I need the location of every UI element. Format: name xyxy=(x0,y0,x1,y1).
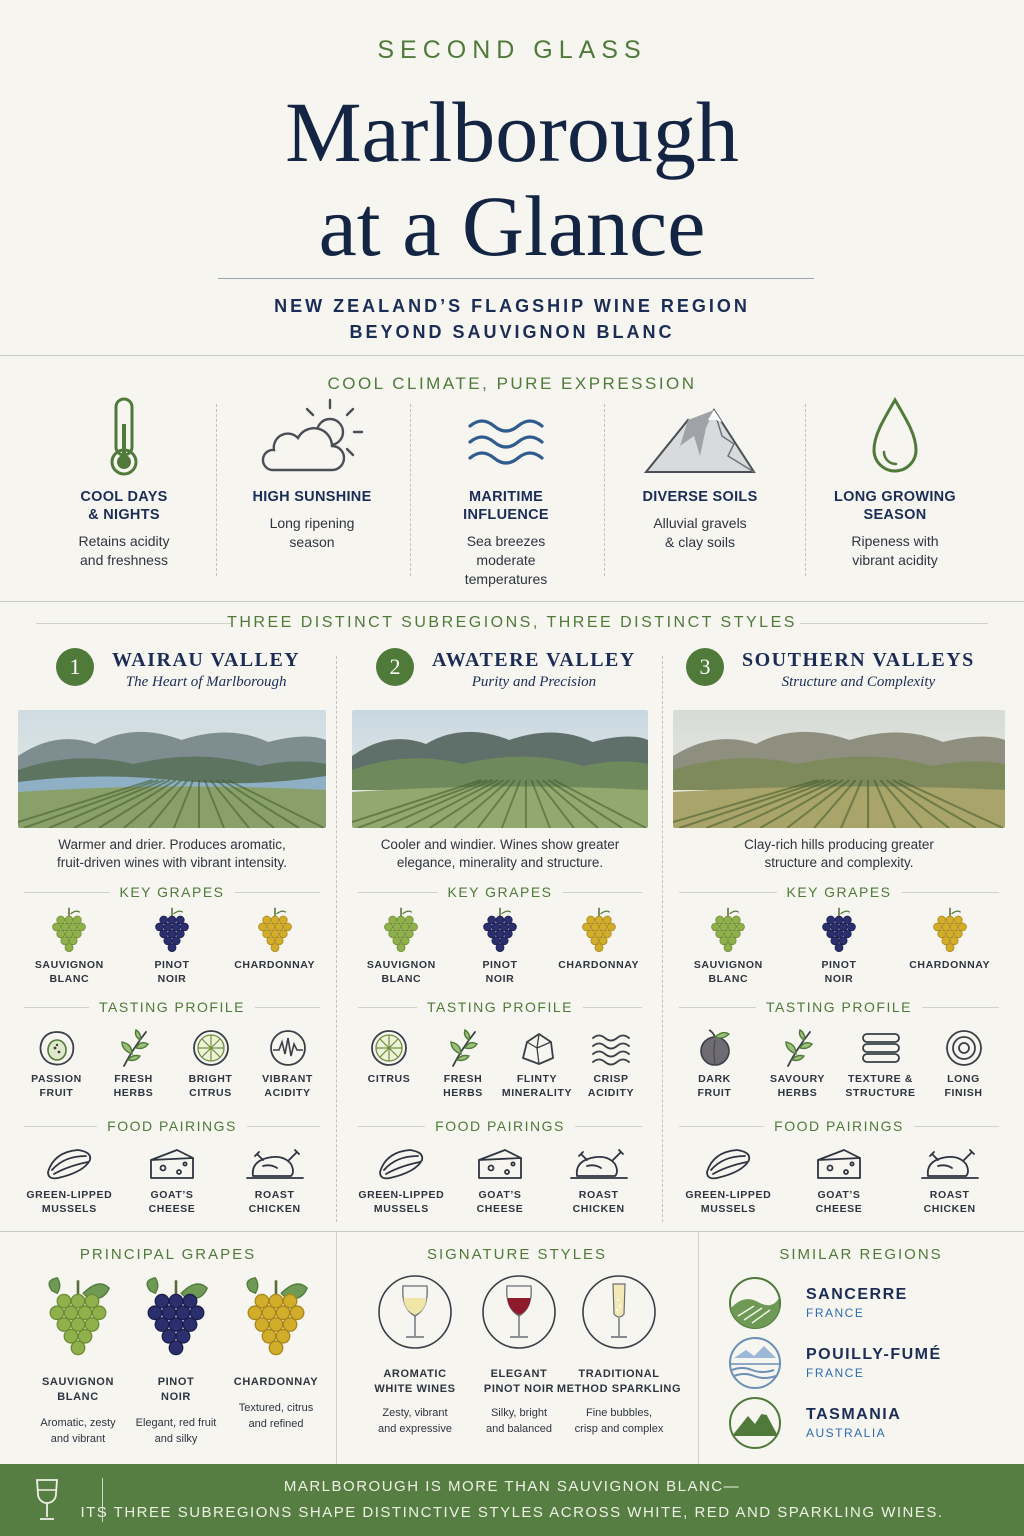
key-grapes-heading: KEY GRAPES xyxy=(679,884,999,900)
tasting-note xyxy=(926,1028,1002,1100)
mussel-icon xyxy=(24,1146,114,1184)
title-divider xyxy=(218,278,814,279)
principal-grape-name: CHARDONNAY xyxy=(233,1376,319,1388)
climate-description: Ripeness with vibrant acidity xyxy=(851,533,939,568)
food-pairing xyxy=(356,1146,446,1216)
acidity-icon xyxy=(250,1028,326,1068)
cheese-icon xyxy=(455,1146,545,1184)
region-name: WAIRAU VALLEY xyxy=(112,649,301,671)
mountain-icon xyxy=(642,396,758,478)
food-pairings-heading: FOOD PAIRINGS xyxy=(679,1118,999,1134)
grape-label: CHARDONNAY xyxy=(558,959,640,971)
key-grapes-row xyxy=(673,906,1005,986)
tasting-note xyxy=(500,1028,574,1100)
river-landscape-icon xyxy=(728,1336,782,1390)
tasting-note-label: PASSION FRUIT xyxy=(31,1073,82,1099)
tasting-profile-row xyxy=(673,1028,1005,1100)
key-grapes-row xyxy=(18,906,326,986)
region-header xyxy=(686,648,975,692)
food-pairing xyxy=(905,1146,995,1216)
food-pairing xyxy=(455,1146,545,1216)
food-pairing xyxy=(683,1146,773,1216)
climate-description: Alluvial gravels & clay soils xyxy=(653,515,747,550)
grape-label: CHARDONNAY xyxy=(909,959,991,971)
food-pairing xyxy=(24,1146,114,1216)
tasting-note xyxy=(173,1028,249,1100)
similar-region-country: FRANCE xyxy=(806,1306,865,1320)
region-divider xyxy=(336,656,337,1222)
tasting-note-label: TEXTURE & STRUCTURE xyxy=(845,1073,916,1099)
food-pairing xyxy=(794,1146,884,1216)
tasting-note-label: CRISP ACIDITY xyxy=(587,1073,635,1099)
footer-banner xyxy=(0,1464,1024,1536)
region-tagline: Purity and Precision xyxy=(471,674,597,690)
wine-glass-icon xyxy=(481,1337,557,1354)
passion-fruit-icon xyxy=(19,1028,95,1068)
region-description: Cooler and windier. Wines show greater elegance, minerality and structure. xyxy=(380,837,620,870)
grape-label: PINOT NOIR xyxy=(482,959,518,985)
region-tagline: Structure and Complexity xyxy=(781,674,936,690)
page-title-line-2: at a Glance xyxy=(318,178,706,274)
grape-cluster-icon xyxy=(683,906,773,954)
region-number-badge: 2 xyxy=(376,648,414,686)
grape-cluster-icon xyxy=(455,906,545,954)
grape-cluster-icon xyxy=(24,906,114,954)
food-pairing-label: ROAST CHICKEN xyxy=(248,1189,301,1215)
signature-style-name: TRADITIONAL METHOD SPARKLING xyxy=(556,1368,682,1395)
herb-icon xyxy=(96,1028,172,1068)
region-number-badge: 1 xyxy=(56,648,94,686)
similar-regions-title: SIMILAR REGIONS xyxy=(779,1246,943,1263)
similar-region-name: POUILLY-FUMÉ xyxy=(806,1346,942,1363)
tasting-note xyxy=(843,1028,919,1100)
climate-item-maritime xyxy=(411,396,601,589)
region-number-badge: 3 xyxy=(686,648,724,686)
tasting-note xyxy=(352,1028,426,1100)
climate-heading: LONG GROWING SEASON xyxy=(833,489,956,523)
similar-region-tasmania xyxy=(728,1396,901,1450)
signature-style-description: Silky, bright and balanced xyxy=(485,1407,553,1435)
region-header xyxy=(376,648,636,692)
vineyard-hill-icon xyxy=(728,1276,782,1330)
grape-item xyxy=(230,906,320,986)
grape-item xyxy=(554,906,644,986)
tasting-note xyxy=(574,1028,648,1100)
region-header xyxy=(56,648,300,692)
grape-cluster-icon xyxy=(794,906,884,954)
plum-icon xyxy=(677,1028,753,1068)
food-pairing-label: GOAT’S CHEESE xyxy=(476,1189,524,1215)
climate-heading: MARITIME INFLUENCE xyxy=(463,489,549,523)
tasting-note-label: DARK FRUIT xyxy=(697,1073,732,1099)
signature-style-description: Zesty, vibrant and expressive xyxy=(378,1407,452,1435)
roast-chicken-icon xyxy=(554,1146,644,1184)
grape-item xyxy=(356,906,446,986)
grape-item xyxy=(905,906,995,986)
climate-item-high-sunshine xyxy=(217,396,407,552)
climate-description: Sea breezes moderate temperatures xyxy=(464,533,548,587)
sun-cloud-icon xyxy=(260,396,364,478)
tasting-profile-row xyxy=(352,1028,648,1100)
principal-grape-description: Elegant, red fruit and silky xyxy=(135,1417,217,1445)
grape-cluster-icon xyxy=(237,1353,315,1370)
food-pairings-heading: FOOD PAIRINGS xyxy=(24,1118,320,1134)
grape-label: PINOT NOIR xyxy=(154,959,190,985)
principal-grape-item xyxy=(226,1270,326,1432)
grape-item xyxy=(24,906,114,986)
food-pairing xyxy=(554,1146,644,1216)
grape-cluster-icon xyxy=(356,906,446,954)
tasting-note-label: VIBRANT ACIDITY xyxy=(262,1073,313,1099)
key-grapes-heading: KEY GRAPES xyxy=(24,884,320,900)
tasting-note-label: FRESH HERBS xyxy=(443,1073,483,1099)
tasting-note-label: LONG FINISH xyxy=(944,1073,983,1099)
food-pairing-label: GOAT’S CHEESE xyxy=(148,1189,196,1215)
stone-icon xyxy=(500,1028,574,1068)
grape-cluster-icon xyxy=(230,906,320,954)
herb-icon xyxy=(426,1028,500,1068)
tasting-note xyxy=(250,1028,326,1100)
mussel-icon xyxy=(356,1146,446,1184)
food-pairings-row xyxy=(673,1146,1005,1216)
climate-section-title: COOL CLIMATE, PURE EXPRESSION xyxy=(327,374,697,393)
grape-label: SAUVIGNON BLANC xyxy=(34,959,104,985)
waves-icon xyxy=(464,396,548,478)
sparkling-glass-icon xyxy=(581,1337,657,1354)
tasting-note xyxy=(426,1028,500,1100)
subtitle-line-1: NEW ZEALAND’S FLAGSHIP WINE REGION xyxy=(274,296,750,316)
climate-item-diverse-soils xyxy=(605,396,795,552)
citrus-icon xyxy=(173,1028,249,1068)
food-pairing xyxy=(127,1146,217,1216)
signature-style-name: ELEGANT PINOT NOIR xyxy=(483,1368,555,1395)
tasting-profile-heading: TASTING PROFILE xyxy=(24,999,320,1015)
region-name: SOUTHERN VALLEYS xyxy=(742,649,975,671)
mountain-lake-icon xyxy=(728,1396,782,1450)
food-pairings-heading: FOOD PAIRINGS xyxy=(358,1118,642,1134)
grape-cluster-icon xyxy=(127,906,217,954)
food-pairing-label: ROAST CHICKEN xyxy=(572,1189,625,1215)
grape-label: CHARDONNAY xyxy=(234,959,316,971)
similar-region-name: TASMANIA xyxy=(806,1406,902,1423)
citrus-icon xyxy=(352,1028,426,1068)
food-pairing-label: GREEN-LIPPED MUSSELS xyxy=(685,1189,772,1215)
page-title-line-1: Marlborough xyxy=(285,84,739,180)
mussel-icon xyxy=(683,1146,773,1184)
header-divider xyxy=(0,355,1024,356)
brand-name: SECOND GLASS xyxy=(377,36,647,64)
principal-grape-description: Aromatic, zesty and vibrant xyxy=(40,1417,116,1445)
layers-icon xyxy=(843,1028,919,1068)
tasting-note-label: CITRUS xyxy=(367,1073,411,1085)
tasting-profile-heading: TASTING PROFILE xyxy=(679,999,999,1015)
signature-style-description: Fine bubbles, crisp and complex xyxy=(574,1407,664,1435)
climate-heading: HIGH SUNSHINE xyxy=(252,489,372,505)
climate-bottom-divider xyxy=(0,601,1024,602)
wine-glass-icon xyxy=(377,1337,453,1354)
food-pairing-label: GOAT’S CHEESE xyxy=(815,1189,863,1215)
food-pairing xyxy=(230,1146,320,1216)
key-grapes-row xyxy=(352,906,648,986)
region-landscape-photo xyxy=(18,710,326,828)
grape-item xyxy=(455,906,545,986)
grape-cluster-icon xyxy=(554,906,644,954)
food-pairing-label: ROAST CHICKEN xyxy=(923,1189,976,1215)
grape-item xyxy=(683,906,773,986)
signature-style-item xyxy=(556,1274,682,1437)
climate-heading: COOL DAYS & NIGHTS xyxy=(80,489,168,523)
subregions-section-title: THREE DISTINCT SUBREGIONS, THREE DISTINCT STYLES xyxy=(227,614,797,631)
region-description: Warmer and drier. Produces aromatic, fruit-driven wines with vibrant intensity. xyxy=(56,837,288,870)
grape-cluster-icon xyxy=(137,1353,215,1370)
signature-style-name: AROMATIC WHITE WINES xyxy=(374,1368,456,1395)
droplet-icon xyxy=(870,396,920,478)
grape-label: PINOT NOIR xyxy=(821,959,857,985)
tasting-note xyxy=(19,1028,95,1100)
waves-icon xyxy=(574,1028,648,1068)
grape-label: SAUVIGNON BLANC xyxy=(693,959,763,985)
grape-cluster-icon xyxy=(905,906,995,954)
grape-label: SAUVIGNON BLANC xyxy=(366,959,436,985)
food-pairing-label: GREEN-LIPPED MUSSELS xyxy=(26,1189,113,1215)
tasting-note xyxy=(96,1028,172,1100)
tasting-note-label: FRESH HERBS xyxy=(113,1073,154,1099)
similar-region-pouilly-fume xyxy=(728,1336,942,1390)
climate-item-cool-days xyxy=(29,396,219,570)
grape-cluster-icon xyxy=(39,1353,117,1370)
climate-description: Retains acidity and freshness xyxy=(78,533,170,568)
region-landscape-photo xyxy=(673,710,1005,828)
region-name: AWATERE VALLEY xyxy=(432,649,636,671)
principal-grape-name: PINOT NOIR xyxy=(157,1376,195,1403)
rings-icon xyxy=(926,1028,1002,1068)
climate-description: Long ripening season xyxy=(269,515,355,550)
tasting-profile-heading: TASTING PROFILE xyxy=(358,999,642,1015)
grape-item xyxy=(794,906,884,986)
tasting-note xyxy=(677,1028,753,1100)
principal-grape-item xyxy=(28,1270,128,1447)
herb-icon xyxy=(760,1028,836,1068)
key-grapes-heading: KEY GRAPES xyxy=(358,884,642,900)
cheese-icon xyxy=(794,1146,884,1184)
region-landscape-photo xyxy=(352,710,648,828)
cheese-icon xyxy=(127,1146,217,1184)
tasting-note-label: SAVOURY HERBS xyxy=(770,1073,825,1099)
roast-chicken-icon xyxy=(230,1146,320,1184)
tasting-note-label: BRIGHT CITRUS xyxy=(188,1073,233,1099)
footer-line-2: ITS THREE SUBREGIONS SHAPE DISTINCTIVE STYLES ACROSS WHITE, RED AND SPARKLING WINES. xyxy=(80,1504,944,1521)
thermometer-icon xyxy=(104,396,144,478)
climate-heading: DIVERSE SOILS xyxy=(642,489,758,505)
signature-styles-title: SIGNATURE STYLES xyxy=(426,1246,608,1263)
tasting-note xyxy=(760,1028,836,1100)
food-pairing-label: GREEN-LIPPED MUSSELS xyxy=(358,1189,445,1215)
roast-chicken-icon xyxy=(905,1146,995,1184)
similar-region-country: AUSTRALIA xyxy=(806,1426,887,1440)
subtitle-line-2: BEYOND SAUVIGNON BLANC xyxy=(349,322,675,342)
region-description: Clay-rich hills producing greater structure and complexity. xyxy=(744,837,934,870)
food-pairings-row xyxy=(352,1146,648,1216)
region-tagline: The Heart of Marlborough xyxy=(125,674,287,690)
food-pairings-row xyxy=(18,1146,326,1216)
similar-region-sancerre xyxy=(728,1276,908,1330)
principal-grape-description: Textured, citrus and refined xyxy=(238,1402,314,1430)
grape-item xyxy=(127,906,217,986)
footer-line-1: MARLBOROUGH IS MORE THAN SAUVIGNON BLANC— xyxy=(283,1478,741,1495)
principal-grape-item xyxy=(126,1270,226,1447)
tasting-note-label: FLINTY MINERALITY xyxy=(501,1073,573,1099)
similar-region-name: SANCERRE xyxy=(806,1286,908,1303)
region-divider xyxy=(662,656,663,1222)
tasting-profile-row xyxy=(18,1028,326,1100)
principal-grape-name: SAUVIGNON BLANC xyxy=(41,1376,115,1403)
climate-item-growing-season xyxy=(800,396,990,570)
principal-grapes-title: PRINCIPAL GRAPES xyxy=(79,1246,257,1263)
similar-region-country: FRANCE xyxy=(806,1366,865,1380)
